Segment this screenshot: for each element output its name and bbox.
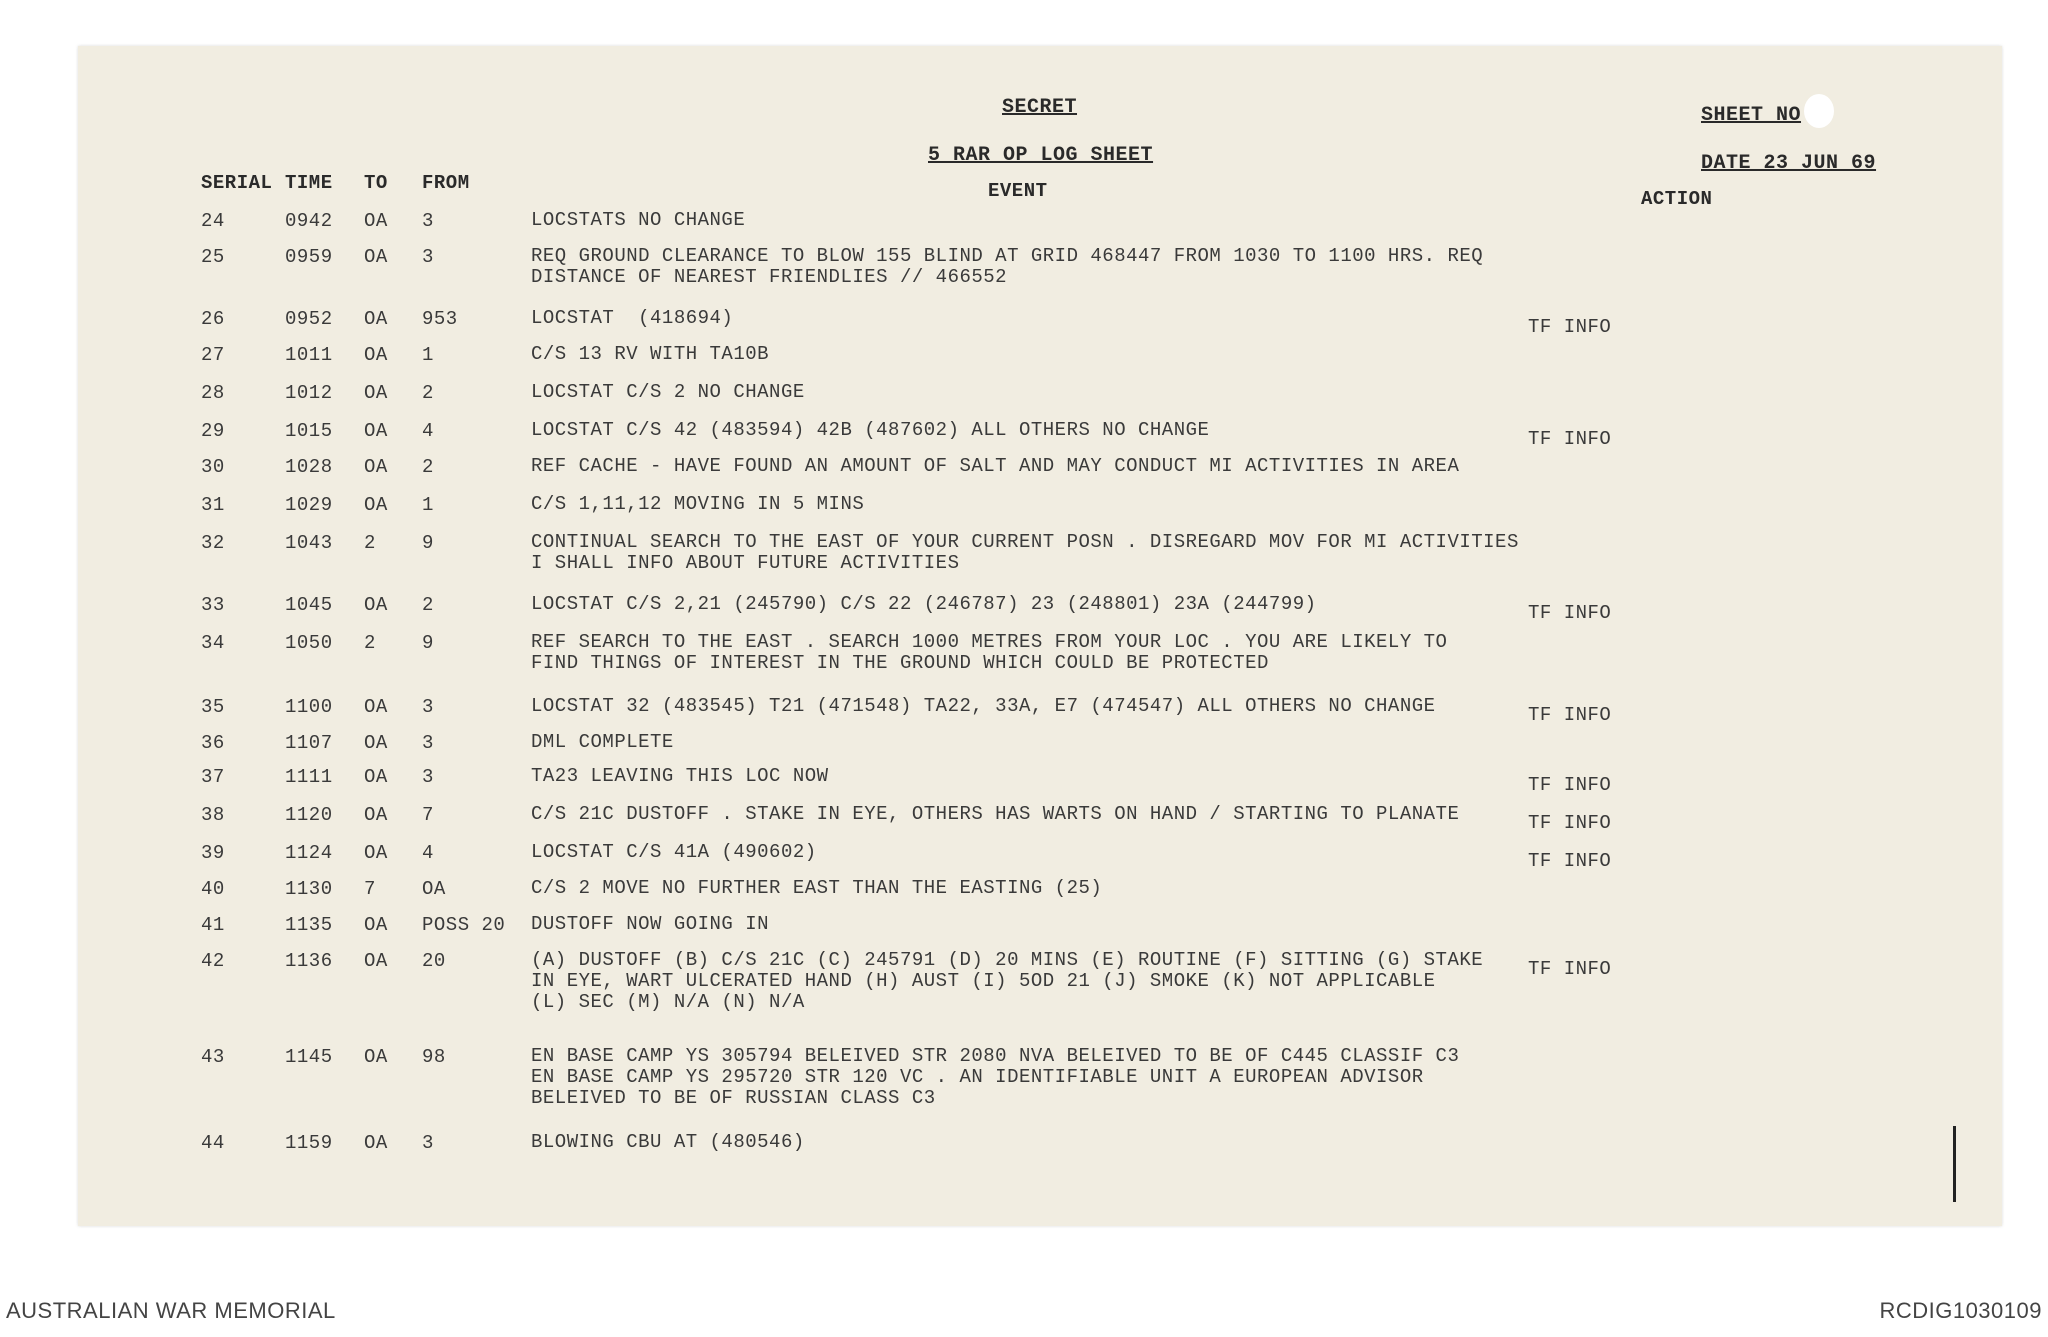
time-cell: 1136: [285, 950, 333, 972]
event-cell: CONTINUAL SEARCH TO THE EAST OF YOUR CURRENT POSN . DISREGARD MOV FOR MI ACTIVITIES I SHALL INFO ABOUT FUTURE ACTIVITIES: [531, 531, 1519, 574]
event-cell: REQ GROUND CLEARANCE TO BLOW 155 BLIND AT GRID 468447 FROM 1030 TO 1100 HRS. REQ DISTANCE OF NEAREST FRIENDLIES // 466552: [531, 245, 1484, 288]
event-cell: (A) DUSTOFF (B) C/S 21C (C) 245791 (D) 20 MINS (E) ROUTINE (F) SITTING (G) STAKE IN EYE, WART ULCERATED HAND (H) AUST (I) 5OD 21 (J) SMOKE (K) NOT APPLICABLE (L) SEC (M) N/A (N) N/A: [531, 949, 1484, 1013]
log-row: [78, 696, 2002, 726]
to-cell: OA: [364, 382, 388, 404]
time-cell: 1120: [285, 804, 333, 826]
log-row: [78, 344, 2002, 374]
to-cell: 2: [364, 632, 376, 654]
log-sheet-page: [78, 46, 2002, 1226]
serial-cell: 36: [201, 732, 225, 754]
event-cell: C/S 1,11,12 MOVING IN 5 MINS: [531, 493, 865, 515]
serial-cell: 44: [201, 1132, 225, 1154]
from-cell: 7: [422, 804, 434, 826]
log-row: [78, 914, 2002, 944]
log-row: [78, 594, 2002, 624]
to-cell: OA: [364, 420, 388, 442]
event-cell: C/S 21C DUSTOFF . STAKE IN EYE, OTHERS HAS WARTS ON HAND / STARTING TO PLANATE: [531, 803, 1460, 825]
sheet-number-label: SHEET NO: [1701, 104, 1802, 127]
time-cell: 1159: [285, 1132, 333, 1154]
time-cell: 1124: [285, 842, 333, 864]
from-cell: 4: [422, 842, 434, 864]
from-cell: 2: [422, 594, 434, 616]
column-header-event: EVENT: [988, 180, 1048, 202]
from-cell: 3: [422, 766, 434, 788]
log-row: [78, 631, 2002, 674]
serial-cell: 35: [201, 696, 225, 718]
to-cell: OA: [364, 246, 388, 268]
to-cell: OA: [364, 766, 388, 788]
time-cell: 1029: [285, 494, 333, 516]
from-cell: POSS 20: [422, 914, 506, 936]
time-cell: 1111: [285, 766, 333, 788]
from-cell: 2: [422, 456, 434, 478]
to-cell: OA: [364, 732, 388, 754]
column-header-action: ACTION: [1641, 188, 1713, 210]
column-header-time: TIME: [285, 172, 333, 194]
action-cell: TF INFO: [1528, 602, 1612, 624]
serial-cell: 30: [201, 456, 225, 478]
log-row: [78, 420, 2002, 450]
event-cell: LOCSTAT 32 (483545) T21 (471548) TA22, 33A, E7 (474547) ALL OTHERS NO CHANGE: [531, 695, 1436, 717]
column-header-to: TO: [364, 172, 388, 194]
log-row: [78, 1045, 2002, 1109]
serial-cell: 31: [201, 494, 225, 516]
time-cell: 0952: [285, 308, 333, 330]
time-cell: 1028: [285, 456, 333, 478]
serial-cell: 38: [201, 804, 225, 826]
from-cell: 3: [422, 732, 434, 754]
time-cell: 1043: [285, 532, 333, 554]
log-row: [78, 245, 2002, 288]
event-cell: TA23 LEAVING THIS LOC NOW: [531, 765, 829, 787]
event-cell: BLOWING CBU AT (480546): [531, 1131, 805, 1153]
to-cell: OA: [364, 494, 388, 516]
log-row: [78, 732, 2002, 762]
action-cell: TF INFO: [1528, 774, 1612, 796]
serial-cell: 28: [201, 382, 225, 404]
log-row: [78, 456, 2002, 486]
time-cell: 1135: [285, 914, 333, 936]
serial-cell: 34: [201, 632, 225, 654]
to-cell: OA: [364, 344, 388, 366]
action-cell: TF INFO: [1528, 316, 1612, 338]
time-cell: 1145: [285, 1046, 333, 1068]
log-row: [78, 842, 2002, 872]
to-cell: OA: [364, 456, 388, 478]
time-cell: 1012: [285, 382, 333, 404]
log-row: [78, 878, 2002, 908]
serial-cell: 25: [201, 246, 225, 268]
event-cell: REF CACHE - HAVE FOUND AN AMOUNT OF SALT AND MAY CONDUCT MI ACTIVITIES IN AREA: [531, 455, 1460, 477]
to-cell: OA: [364, 950, 388, 972]
from-cell: 1: [422, 344, 434, 366]
event-cell: LOCSTAT C/S 2,21 (245790) C/S 22 (246787) 23 (248801) 23A (244799): [531, 593, 1317, 615]
to-cell: OA: [364, 308, 388, 330]
serial-cell: 37: [201, 766, 225, 788]
to-cell: 7: [364, 878, 376, 900]
serial-cell: 24: [201, 210, 225, 232]
time-cell: 1100: [285, 696, 333, 718]
from-cell: 9: [422, 632, 434, 654]
to-cell: OA: [364, 914, 388, 936]
serial-cell: 26: [201, 308, 225, 330]
classification-heading: SECRET: [1002, 96, 1078, 119]
to-cell: OA: [364, 696, 388, 718]
serial-cell: 43: [201, 1046, 225, 1068]
time-cell: 1011: [285, 344, 333, 366]
footer-record-id: RCDIG1030109: [1879, 1298, 2042, 1323]
log-row: [78, 531, 2002, 574]
serial-cell: 32: [201, 532, 225, 554]
time-cell: 1130: [285, 878, 333, 900]
log-row: [78, 494, 2002, 524]
time-cell: 1107: [285, 732, 333, 754]
event-cell: REF SEARCH TO THE EAST . SEARCH 1000 METRES FROM YOUR LOC . YOU ARE LIKELY TO FIND THINGS OF INTEREST IN THE GROUND WHICH COULD BE PROTECTED: [531, 631, 1448, 674]
log-row: [78, 1132, 2002, 1162]
from-cell: 1: [422, 494, 434, 516]
from-cell: 20: [422, 950, 446, 972]
to-cell: OA: [364, 804, 388, 826]
log-row: [78, 382, 2002, 412]
to-cell: OA: [364, 842, 388, 864]
log-row: [78, 949, 2002, 1013]
to-cell: 2: [364, 532, 376, 554]
event-cell: LOCSTAT C/S 2 NO CHANGE: [531, 381, 805, 403]
event-cell: C/S 13 RV WITH TA10B: [531, 343, 770, 365]
time-cell: 1050: [285, 632, 333, 654]
sheet-date: DATE 23 JUN 69: [1701, 152, 1877, 175]
from-cell: 4: [422, 420, 434, 442]
serial-cell: 33: [201, 594, 225, 616]
column-header-serial: SERIAL: [201, 172, 273, 194]
action-cell: TF INFO: [1528, 428, 1612, 450]
time-cell: 1015: [285, 420, 333, 442]
action-cell: TF INFO: [1528, 704, 1612, 726]
to-cell: OA: [364, 594, 388, 616]
event-cell: C/S 2 MOVE NO FURTHER EAST THAN THE EASTING (25): [531, 877, 1103, 899]
from-cell: 3: [422, 1132, 434, 1154]
from-cell: 3: [422, 246, 434, 268]
time-cell: 0959: [285, 246, 333, 268]
log-row: [78, 804, 2002, 834]
from-cell: OA: [422, 878, 446, 900]
event-cell: EN BASE CAMP YS 305794 BELEIVED STR 2080 NVA BELEIVED TO BE OF C445 CLASSIF C3 EN BASE CAMP YS 295720 STR 120 VC . AN IDENTIFIABLE UNIT A EUROPEAN ADVISOR BELEIVED TO BE OF RUSSIAN CLASS C3: [531, 1045, 1460, 1109]
serial-cell: 41: [201, 914, 225, 936]
log-row: [78, 210, 2002, 240]
footer-institution: AUSTRALIAN WAR MEMORIAL: [6, 1298, 336, 1323]
log-row: [78, 308, 2002, 338]
serial-cell: 29: [201, 420, 225, 442]
column-header-from: FROM: [422, 172, 470, 194]
from-cell: 2: [422, 382, 434, 404]
action-cell: TF INFO: [1528, 958, 1612, 980]
serial-cell: 42: [201, 950, 225, 972]
serial-cell: 27: [201, 344, 225, 366]
serial-cell: 39: [201, 842, 225, 864]
margin-mark: [1953, 1126, 1956, 1202]
event-cell: DUSTOFF NOW GOING IN: [531, 913, 770, 935]
log-row: [78, 766, 2002, 796]
event-cell: LOCSTAT C/S 41A (490602): [531, 841, 817, 863]
punch-hole: [1804, 94, 1834, 128]
from-cell: 953: [422, 308, 458, 330]
action-cell: TF INFO: [1528, 850, 1612, 872]
event-cell: LOCSTAT (418694): [531, 307, 734, 329]
from-cell: 9: [422, 532, 434, 554]
sheet-title: 5 RAR OP LOG SHEET: [928, 144, 1154, 167]
time-cell: 1045: [285, 594, 333, 616]
from-cell: 98: [422, 1046, 446, 1068]
action-cell: TF INFO: [1528, 812, 1612, 834]
to-cell: OA: [364, 1132, 388, 1154]
time-cell: 0942: [285, 210, 333, 232]
event-cell: LOCSTAT C/S 42 (483594) 42B (487602) ALL OTHERS NO CHANGE: [531, 419, 1210, 441]
event-cell: DML COMPLETE: [531, 731, 674, 753]
from-cell: 3: [422, 210, 434, 232]
to-cell: OA: [364, 210, 388, 232]
from-cell: 3: [422, 696, 434, 718]
to-cell: OA: [364, 1046, 388, 1068]
serial-cell: 40: [201, 878, 225, 900]
event-cell: LOCSTATS NO CHANGE: [531, 209, 746, 231]
